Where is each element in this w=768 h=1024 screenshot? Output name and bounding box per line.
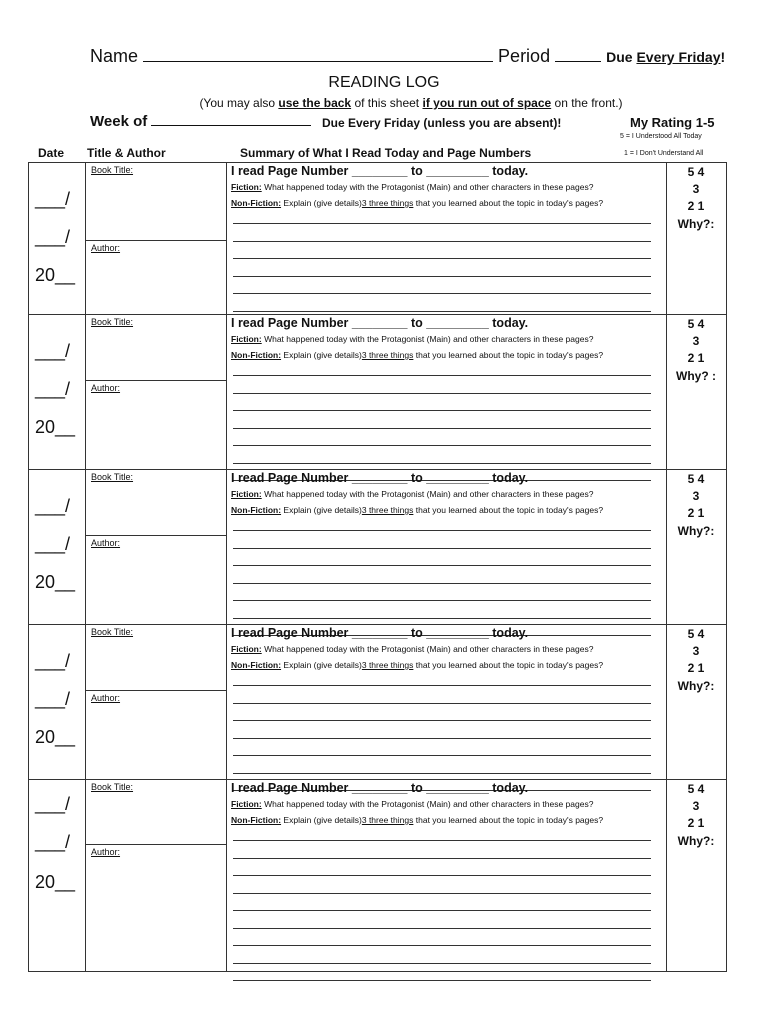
nonfiction-text-a: Explain (give details) <box>283 350 362 360</box>
date-cell[interactable] <box>29 163 86 314</box>
writing-line[interactable] <box>233 980 651 981</box>
writing-line[interactable] <box>233 773 651 774</box>
writing-line[interactable] <box>233 241 651 242</box>
writing-line[interactable] <box>233 223 651 224</box>
nonfiction-text-underlined: 3 three things <box>361 350 414 360</box>
nonfiction-prompt <box>231 660 603 670</box>
period-label: Period <box>498 46 551 66</box>
title-author-divider <box>85 380 226 381</box>
month-slot[interactable]: ___/ <box>35 651 71 671</box>
nonfiction-text-b: that you learned about the topic in today's pages? <box>415 350 604 360</box>
fiction-label: Fiction: <box>231 799 262 809</box>
log-row <box>28 625 727 780</box>
page-numbers-line[interactable]: I read Page Number ________ to _________ today. <box>231 781 529 795</box>
date-cell[interactable] <box>29 470 86 624</box>
writing-line[interactable] <box>233 963 651 964</box>
writing-line[interactable] <box>233 618 651 619</box>
day-slot[interactable]: ___/ <box>35 689 71 709</box>
rating-note-high: 5 = I Understood All Today <box>620 133 702 140</box>
writing-line[interactable] <box>233 410 651 411</box>
log-row <box>28 162 727 315</box>
page-numbers-line[interactable]: I read Page Number ________ to _________ today. <box>231 626 529 640</box>
log-row <box>28 470 727 625</box>
rating-3[interactable]: 3 <box>692 334 700 348</box>
note-bold-1: use the back <box>278 96 352 110</box>
title-author-divider <box>85 690 226 691</box>
summary-cell <box>226 315 667 469</box>
log-row <box>28 315 727 470</box>
rating-cell[interactable] <box>666 163 726 314</box>
page-numbers-line[interactable]: I read Page Number ________ to _________ today. <box>231 316 529 330</box>
nonfiction-text-b: that you learned about the topic in today's pages? <box>415 505 604 515</box>
book-title-label: Book Title: <box>91 165 134 175</box>
week-of-line <box>90 113 311 130</box>
nonfiction-text-a: Explain (give details) <box>283 660 362 670</box>
writing-line[interactable] <box>233 258 651 259</box>
writing-line[interactable] <box>233 875 651 876</box>
month-slot[interactable]: ___/ <box>35 341 71 361</box>
author-label: Author: <box>91 383 121 393</box>
nonfiction-label: Non-Fiction: <box>231 815 282 825</box>
rating-cell[interactable] <box>666 470 726 624</box>
title-author-cell <box>85 315 227 469</box>
title-author-divider <box>85 240 226 241</box>
year-slot[interactable]: 20__ <box>35 727 76 747</box>
rating-cell[interactable] <box>666 780 726 971</box>
month-slot[interactable]: ___/ <box>35 794 71 814</box>
year-slot[interactable]: 20__ <box>35 572 76 592</box>
nonfiction-text-underlined: 3 three things <box>361 815 414 825</box>
rating-5-4[interactable]: 5 4 <box>687 472 705 486</box>
writing-line[interactable] <box>233 755 651 756</box>
writing-line[interactable] <box>233 311 651 312</box>
writing-line[interactable] <box>233 565 651 566</box>
why-label: Why?: <box>677 679 715 693</box>
nonfiction-text-a: Explain (give details) <box>283 505 362 515</box>
writing-line[interactable] <box>233 463 651 464</box>
rating-2-1[interactable]: 2 1 <box>687 506 705 520</box>
fiction-prompt <box>231 489 593 499</box>
due-prefix: Due <box>606 49 633 65</box>
title-author-cell <box>85 625 227 779</box>
book-title-label: Book Title: <box>91 472 134 482</box>
author-label: Author: <box>91 847 121 857</box>
fiction-text: What happened today with the Protagonist (Main) and other characters in these pages? <box>264 644 594 654</box>
nonfiction-text-b: that you learned about the topic in today's pages? <box>415 198 604 208</box>
year-slot[interactable]: 20__ <box>35 417 76 437</box>
page-numbers-line[interactable]: I read Page Number ________ to _________ today. <box>231 471 529 485</box>
day-slot[interactable]: ___/ <box>35 534 71 554</box>
nonfiction-text-a: Explain (give details) <box>283 198 362 208</box>
due-suffix: ! <box>720 49 726 65</box>
rating-2-1[interactable]: 2 1 <box>687 661 705 675</box>
rating-2-1[interactable]: 2 1 <box>687 351 705 365</box>
fiction-prompt <box>231 182 593 192</box>
day-slot[interactable]: ___/ <box>35 227 71 247</box>
nonfiction-label: Non-Fiction: <box>231 505 282 515</box>
book-title-label: Book Title: <box>91 782 134 792</box>
book-title-label: Book Title: <box>91 317 134 327</box>
due-friday-note: Due Every Friday (unless you are absent)! <box>322 116 562 130</box>
book-title-label: Book Title: <box>91 627 134 637</box>
due-underlined: Every Friday <box>636 49 721 65</box>
date-cell[interactable] <box>29 625 86 779</box>
date-cell[interactable] <box>29 315 86 469</box>
year-slot[interactable]: 20__ <box>35 872 76 892</box>
my-rating-label: My Rating 1-5 <box>630 115 715 130</box>
fiction-label: Fiction: <box>231 334 262 344</box>
fiction-text: What happened today with the Protagonist (Main) and other characters in these pages? <box>264 334 594 344</box>
note-part-2: of this sheet <box>354 96 420 110</box>
rating-3[interactable]: 3 <box>692 644 700 658</box>
writing-line[interactable] <box>233 583 651 584</box>
my-rating-header <box>630 115 715 130</box>
page-numbers-line[interactable]: I read Page Number ________ to _________ today. <box>231 164 529 178</box>
rating-5-4[interactable]: 5 4 <box>687 165 705 179</box>
why-label: Why? : <box>676 369 716 383</box>
month-slot[interactable]: ___/ <box>35 496 71 516</box>
date-cell[interactable] <box>29 780 86 971</box>
nonfiction-label: Non-Fiction: <box>231 660 282 670</box>
rating-5-4[interactable]: 5 4 <box>687 627 705 641</box>
nonfiction-prompt <box>231 815 603 825</box>
writing-line[interactable] <box>233 548 651 549</box>
fiction-label: Fiction: <box>231 489 262 499</box>
writing-line[interactable] <box>233 945 651 946</box>
page-title: READING LOG <box>328 74 440 91</box>
fiction-text: What happened today with the Protagonist (Main) and other characters in these pages? <box>264 489 594 499</box>
rating-3[interactable]: 3 <box>692 799 700 813</box>
nonfiction-label: Non-Fiction: <box>231 198 282 208</box>
period-blank[interactable] <box>555 61 601 62</box>
writing-line[interactable] <box>233 703 651 704</box>
day-slot[interactable]: ___/ <box>35 832 71 852</box>
log-row <box>28 780 727 972</box>
name-line <box>90 46 725 67</box>
writing-line[interactable] <box>233 445 651 446</box>
author-label: Author: <box>91 693 121 703</box>
summary-cell <box>226 625 667 779</box>
title-author-divider <box>85 535 226 536</box>
summary-cell <box>226 163 667 314</box>
nonfiction-text-underlined: 3 three things <box>361 198 414 208</box>
fiction-text: What happened today with the Protagonist (Main) and other characters in these pages? <box>264 799 594 809</box>
author-label: Author: <box>91 243 121 253</box>
nonfiction-text-a: Explain (give details) <box>283 815 362 825</box>
note-part-3: on the front.) <box>554 96 623 110</box>
title-author-cell <box>85 470 227 624</box>
writing-line[interactable] <box>233 685 651 686</box>
note-bold-2: if you run out of space <box>422 96 552 110</box>
nonfiction-text-underlined: 3 three things <box>361 660 414 670</box>
title-author-cell <box>85 163 227 314</box>
writing-line[interactable] <box>233 738 651 739</box>
fiction-text: What happened today with the Protagonist (Main) and other characters in these pages? <box>264 182 594 192</box>
writing-line[interactable] <box>233 428 651 429</box>
title-author-cell <box>85 780 227 971</box>
rating-3[interactable]: 3 <box>692 182 700 196</box>
back-sheet-note <box>0 96 768 110</box>
nonfiction-prompt <box>231 198 603 208</box>
writing-line[interactable] <box>233 375 651 376</box>
year-slot[interactable]: 20__ <box>35 265 76 285</box>
week-blank[interactable] <box>151 125 311 126</box>
week-label: Week of <box>90 113 148 130</box>
rating-2-1[interactable]: 2 1 <box>687 199 705 213</box>
writing-line[interactable] <box>233 720 651 721</box>
why-label: Why?: <box>677 834 715 848</box>
nonfiction-prompt <box>231 505 603 515</box>
rating-5-4[interactable]: 5 4 <box>687 782 705 796</box>
writing-line[interactable] <box>233 276 651 277</box>
writing-line[interactable] <box>233 600 651 601</box>
name-blank[interactable] <box>143 61 493 62</box>
writing-line[interactable] <box>233 530 651 531</box>
writing-line[interactable] <box>233 840 651 841</box>
writing-line[interactable] <box>233 893 651 894</box>
writing-line[interactable] <box>233 393 651 394</box>
fiction-label: Fiction: <box>231 182 262 192</box>
nonfiction-text-b: that you learned about the topic in today's pages? <box>415 815 604 825</box>
writing-line[interactable] <box>233 293 651 294</box>
author-label: Author: <box>91 538 121 548</box>
nonfiction-label: Non-Fiction: <box>231 350 282 360</box>
writing-line[interactable] <box>233 928 651 929</box>
month-slot[interactable]: ___/ <box>35 189 71 209</box>
writing-line[interactable] <box>233 858 651 859</box>
fiction-prompt <box>231 799 593 809</box>
day-slot[interactable]: ___/ <box>35 379 71 399</box>
note-part-1: (You may also <box>199 96 276 110</box>
rating-note-low: 1 = I Don't Understand All <box>624 150 704 157</box>
fiction-prompt <box>231 334 593 344</box>
nonfiction-prompt <box>231 350 603 360</box>
name-label: Name <box>90 46 139 66</box>
why-label: Why?: <box>677 217 715 231</box>
rating-5-4[interactable]: 5 4 <box>687 317 705 331</box>
rating-2-1[interactable]: 2 1 <box>687 816 705 830</box>
nonfiction-text-b: that you learned about the topic in today's pages? <box>415 660 604 670</box>
rating-cell[interactable] <box>666 315 726 469</box>
fiction-prompt <box>231 644 593 654</box>
summary-cell <box>226 470 667 624</box>
summary-cell <box>226 780 667 971</box>
col-title-author: Title & Author <box>87 146 166 160</box>
col-date: Date <box>38 146 65 160</box>
rating-cell[interactable] <box>666 625 726 779</box>
col-summary: Summary of What I Read Today and Page Numbers <box>240 146 532 160</box>
fiction-label: Fiction: <box>231 644 262 654</box>
title-author-divider <box>85 844 226 845</box>
nonfiction-text-underlined: 3 three things <box>361 505 414 515</box>
writing-line[interactable] <box>233 910 651 911</box>
rating-3[interactable]: 3 <box>692 489 700 503</box>
why-label: Why?: <box>677 524 715 538</box>
